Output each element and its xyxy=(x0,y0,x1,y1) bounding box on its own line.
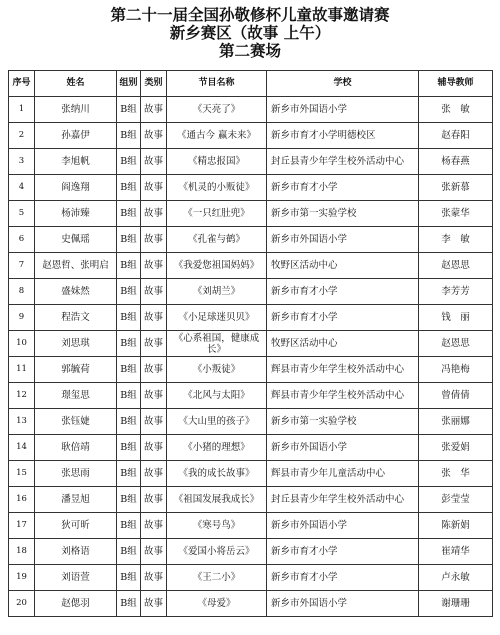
cell-index: 8 xyxy=(9,279,35,305)
col-header-teacher: 辅导教师 xyxy=(419,71,493,97)
table-row xyxy=(9,201,493,227)
cell-category: 故事 xyxy=(141,123,167,149)
table-row xyxy=(9,149,493,175)
cell-school: 新乡市育才小学 xyxy=(267,175,419,201)
table-row xyxy=(9,227,493,253)
cell-group: B组 xyxy=(117,97,141,123)
table-row xyxy=(9,513,493,539)
cell-school: 辉县市青少年儿童活动中心 xyxy=(267,461,419,487)
cell-index: 2 xyxy=(9,123,35,149)
cell-index: 20 xyxy=(9,591,35,617)
cell-index: 4 xyxy=(9,175,35,201)
cell-school: 封丘县青少年学生校外活动中心 xyxy=(267,487,419,513)
cell-category: 故事 xyxy=(141,383,167,409)
cell-program: 《祖国发展我成长》 xyxy=(167,487,267,513)
cell-teacher: 张新慕 xyxy=(419,175,493,201)
cell-index: 17 xyxy=(9,513,35,539)
cell-name: 赵偲羽 xyxy=(35,591,117,617)
cell-category: 故事 xyxy=(141,435,167,461)
cell-school: 辉县市青少年学生校外活动中心 xyxy=(267,383,419,409)
cell-name: 刘格语 xyxy=(35,539,117,565)
table-row xyxy=(9,487,493,513)
cell-index: 12 xyxy=(9,383,35,409)
cell-category: 故事 xyxy=(141,487,167,513)
cell-index: 18 xyxy=(9,539,35,565)
table-row xyxy=(9,383,493,409)
cell-program: 《王二小》 xyxy=(167,565,267,591)
cell-category: 故事 xyxy=(141,279,167,305)
cell-group: B组 xyxy=(117,201,141,227)
table-row xyxy=(9,97,493,123)
cell-group: B组 xyxy=(117,253,141,279)
col-header-index: 序号 xyxy=(9,71,35,97)
cell-program: 《大山里的孩子》 xyxy=(167,409,267,435)
cell-teacher: 张丽娜 xyxy=(419,409,493,435)
cell-name: 张思雨 xyxy=(35,461,117,487)
cell-index: 3 xyxy=(9,149,35,175)
cell-name: 璟玺思 xyxy=(35,383,117,409)
cell-group: B组 xyxy=(117,565,141,591)
table-row xyxy=(9,253,493,279)
cell-program: 《北风与太阳》 xyxy=(167,383,267,409)
table-row xyxy=(9,591,493,617)
cell-category: 故事 xyxy=(141,149,167,175)
cell-category: 故事 xyxy=(141,175,167,201)
col-header-school: 学校 xyxy=(267,71,419,97)
cell-name: 盛妹然 xyxy=(35,279,117,305)
cell-school: 牧野区活动中心 xyxy=(267,331,419,357)
cell-index: 15 xyxy=(9,461,35,487)
cell-program: 《精忠报国》 xyxy=(167,149,267,175)
cell-group: B组 xyxy=(117,357,141,383)
cell-school: 新乡市育才小学 xyxy=(267,565,419,591)
cell-school: 封丘县青少年学生校外活动中心 xyxy=(267,149,419,175)
cell-index: 14 xyxy=(9,435,35,461)
cell-name: 张纳川 xyxy=(35,97,117,123)
col-header-category: 类别 xyxy=(141,71,167,97)
cell-teacher: 曾倩倩 xyxy=(419,383,493,409)
cell-name: 张钰婕 xyxy=(35,409,117,435)
cell-index: 1 xyxy=(9,97,35,123)
cell-name: 潘昱旭 xyxy=(35,487,117,513)
table-row xyxy=(9,565,493,591)
cell-category: 故事 xyxy=(141,461,167,487)
cell-name: 郭毓荷 xyxy=(35,357,117,383)
cell-category: 故事 xyxy=(141,331,167,357)
table-row xyxy=(9,539,493,565)
cell-category: 故事 xyxy=(141,513,167,539)
cell-group: B组 xyxy=(117,123,141,149)
table-row xyxy=(9,279,493,305)
cell-name: 杨沛臻 xyxy=(35,201,117,227)
cell-teacher: 谢珊珊 xyxy=(419,591,493,617)
cell-school: 新乡市育才小学明德校区 xyxy=(267,123,419,149)
cell-school: 辉县市青少年学生校外活动中心 xyxy=(267,357,419,383)
cell-category: 故事 xyxy=(141,305,167,331)
cell-index: 5 xyxy=(9,201,35,227)
cell-category: 故事 xyxy=(141,227,167,253)
cell-group: B组 xyxy=(117,461,141,487)
table-row xyxy=(9,331,493,357)
table-header-row xyxy=(9,71,493,97)
table-row xyxy=(9,435,493,461)
cell-group: B组 xyxy=(117,435,141,461)
cell-index: 19 xyxy=(9,565,35,591)
col-header-program: 节目名称 xyxy=(167,71,267,97)
col-header-name: 姓名 xyxy=(35,71,117,97)
cell-teacher: 张爱娟 xyxy=(419,435,493,461)
cell-category: 故事 xyxy=(141,201,167,227)
cell-group: B组 xyxy=(117,175,141,201)
cell-index: 9 xyxy=(9,305,35,331)
cell-category: 故事 xyxy=(141,565,167,591)
cell-school: 新乡市第一实验学校 xyxy=(267,201,419,227)
cell-school: 新乡市外国语小学 xyxy=(267,513,419,539)
cell-category: 故事 xyxy=(141,97,167,123)
cell-name: 耿倍靖 xyxy=(35,435,117,461)
cell-school: 新乡市育才小学 xyxy=(267,539,419,565)
cell-program: 《小猪的理想》 xyxy=(167,435,267,461)
table-body xyxy=(9,97,493,617)
cell-group: B组 xyxy=(117,591,141,617)
cell-program: 《通古今 赢未来》 xyxy=(167,123,267,149)
cell-name: 狄可昕 xyxy=(35,513,117,539)
cell-program: 《心系祖国，健康成长》 xyxy=(167,331,267,357)
cell-group: B组 xyxy=(117,539,141,565)
table-row xyxy=(9,409,493,435)
cell-program: 《小叛徒》 xyxy=(167,357,267,383)
cell-group: B组 xyxy=(117,383,141,409)
cell-group: B组 xyxy=(117,279,141,305)
cell-teacher: 张 华 xyxy=(419,461,493,487)
cell-name: 孙嘉伊 xyxy=(35,123,117,149)
cell-index: 13 xyxy=(9,409,35,435)
cell-index: 10 xyxy=(9,331,35,357)
cell-group: B组 xyxy=(117,227,141,253)
cell-program: 《刘胡兰》 xyxy=(167,279,267,305)
cell-school: 新乡市外国语小学 xyxy=(267,97,419,123)
cell-school: 新乡市育才小学 xyxy=(267,305,419,331)
roster-table xyxy=(8,70,493,617)
cell-teacher: 赵恩思 xyxy=(419,331,493,357)
cell-program: 《机灵的小贩徒》 xyxy=(167,175,267,201)
cell-program: 《我爱您祖国妈妈》 xyxy=(167,253,267,279)
cell-program: 《寒号鸟》 xyxy=(167,513,267,539)
cell-teacher: 陈新娟 xyxy=(419,513,493,539)
cell-teacher: 钱 丽 xyxy=(419,305,493,331)
table-row xyxy=(9,123,493,149)
cell-program: 《孔雀与鹤》 xyxy=(167,227,267,253)
cell-category: 故事 xyxy=(141,539,167,565)
cell-school: 牧野区活动中心 xyxy=(267,253,419,279)
cell-teacher: 赵春阳 xyxy=(419,123,493,149)
table-row xyxy=(9,461,493,487)
cell-name: 史佩瑶 xyxy=(35,227,117,253)
cell-name: 阎逸翔 xyxy=(35,175,117,201)
venue-title: 第二赛场 xyxy=(218,41,281,60)
cell-school: 新乡市第一实验学校 xyxy=(267,409,419,435)
cell-category: 故事 xyxy=(141,409,167,435)
cell-teacher: 崔靖华 xyxy=(419,539,493,565)
cell-group: B组 xyxy=(117,513,141,539)
cell-program: 《爱国小将岳云》 xyxy=(167,539,267,565)
cell-index: 6 xyxy=(9,227,35,253)
cell-teacher: 赵恩思 xyxy=(419,253,493,279)
cell-name: 李旭帆 xyxy=(35,149,117,175)
cell-school: 新乡市外国语小学 xyxy=(267,227,419,253)
cell-program: 《一只红肚兜》 xyxy=(167,201,267,227)
table-row xyxy=(9,357,493,383)
cell-school: 新乡市外国语小学 xyxy=(267,591,419,617)
cell-name: 赵恩哲、张明启 xyxy=(35,253,117,279)
cell-index: 11 xyxy=(9,357,35,383)
cell-teacher: 张 敏 xyxy=(419,97,493,123)
col-header-group: 组别 xyxy=(117,71,141,97)
cell-program: 《我的成长故事》 xyxy=(167,461,267,487)
cell-teacher: 冯艳梅 xyxy=(419,357,493,383)
cell-teacher: 李芳芳 xyxy=(419,279,493,305)
cell-school: 新乡市育才小学 xyxy=(267,279,419,305)
cell-name: 刘思琪 xyxy=(35,331,117,357)
cell-program: 《天亮了》 xyxy=(167,97,267,123)
table-row xyxy=(9,305,493,331)
cell-category: 故事 xyxy=(141,591,167,617)
cell-teacher: 卢永敏 xyxy=(419,565,493,591)
page-title: 第二十一届全国孙敬修杯儿童故事邀请赛 xyxy=(110,5,390,24)
cell-category: 故事 xyxy=(141,253,167,279)
table-row xyxy=(9,175,493,201)
cell-program: 《小足球迷贝贝》 xyxy=(167,305,267,331)
page-subtitle: 新乡赛区（故事 上午） xyxy=(169,23,331,42)
cell-index: 7 xyxy=(9,253,35,279)
cell-teacher: 杨春燕 xyxy=(419,149,493,175)
cell-program: 《母爱》 xyxy=(167,591,267,617)
cell-teacher: 李 敏 xyxy=(419,227,493,253)
cell-school: 新乡市外国语小学 xyxy=(267,435,419,461)
cell-index: 16 xyxy=(9,487,35,513)
cell-category: 故事 xyxy=(141,357,167,383)
cell-name: 程浩文 xyxy=(35,305,117,331)
cell-group: B组 xyxy=(117,149,141,175)
cell-group: B组 xyxy=(117,409,141,435)
cell-group: B组 xyxy=(117,305,141,331)
cell-group: B组 xyxy=(117,487,141,513)
cell-teacher: 彭莹莹 xyxy=(419,487,493,513)
cell-teacher: 张蒙华 xyxy=(419,201,493,227)
cell-group: B组 xyxy=(117,331,141,357)
cell-name: 刘语萱 xyxy=(35,565,117,591)
